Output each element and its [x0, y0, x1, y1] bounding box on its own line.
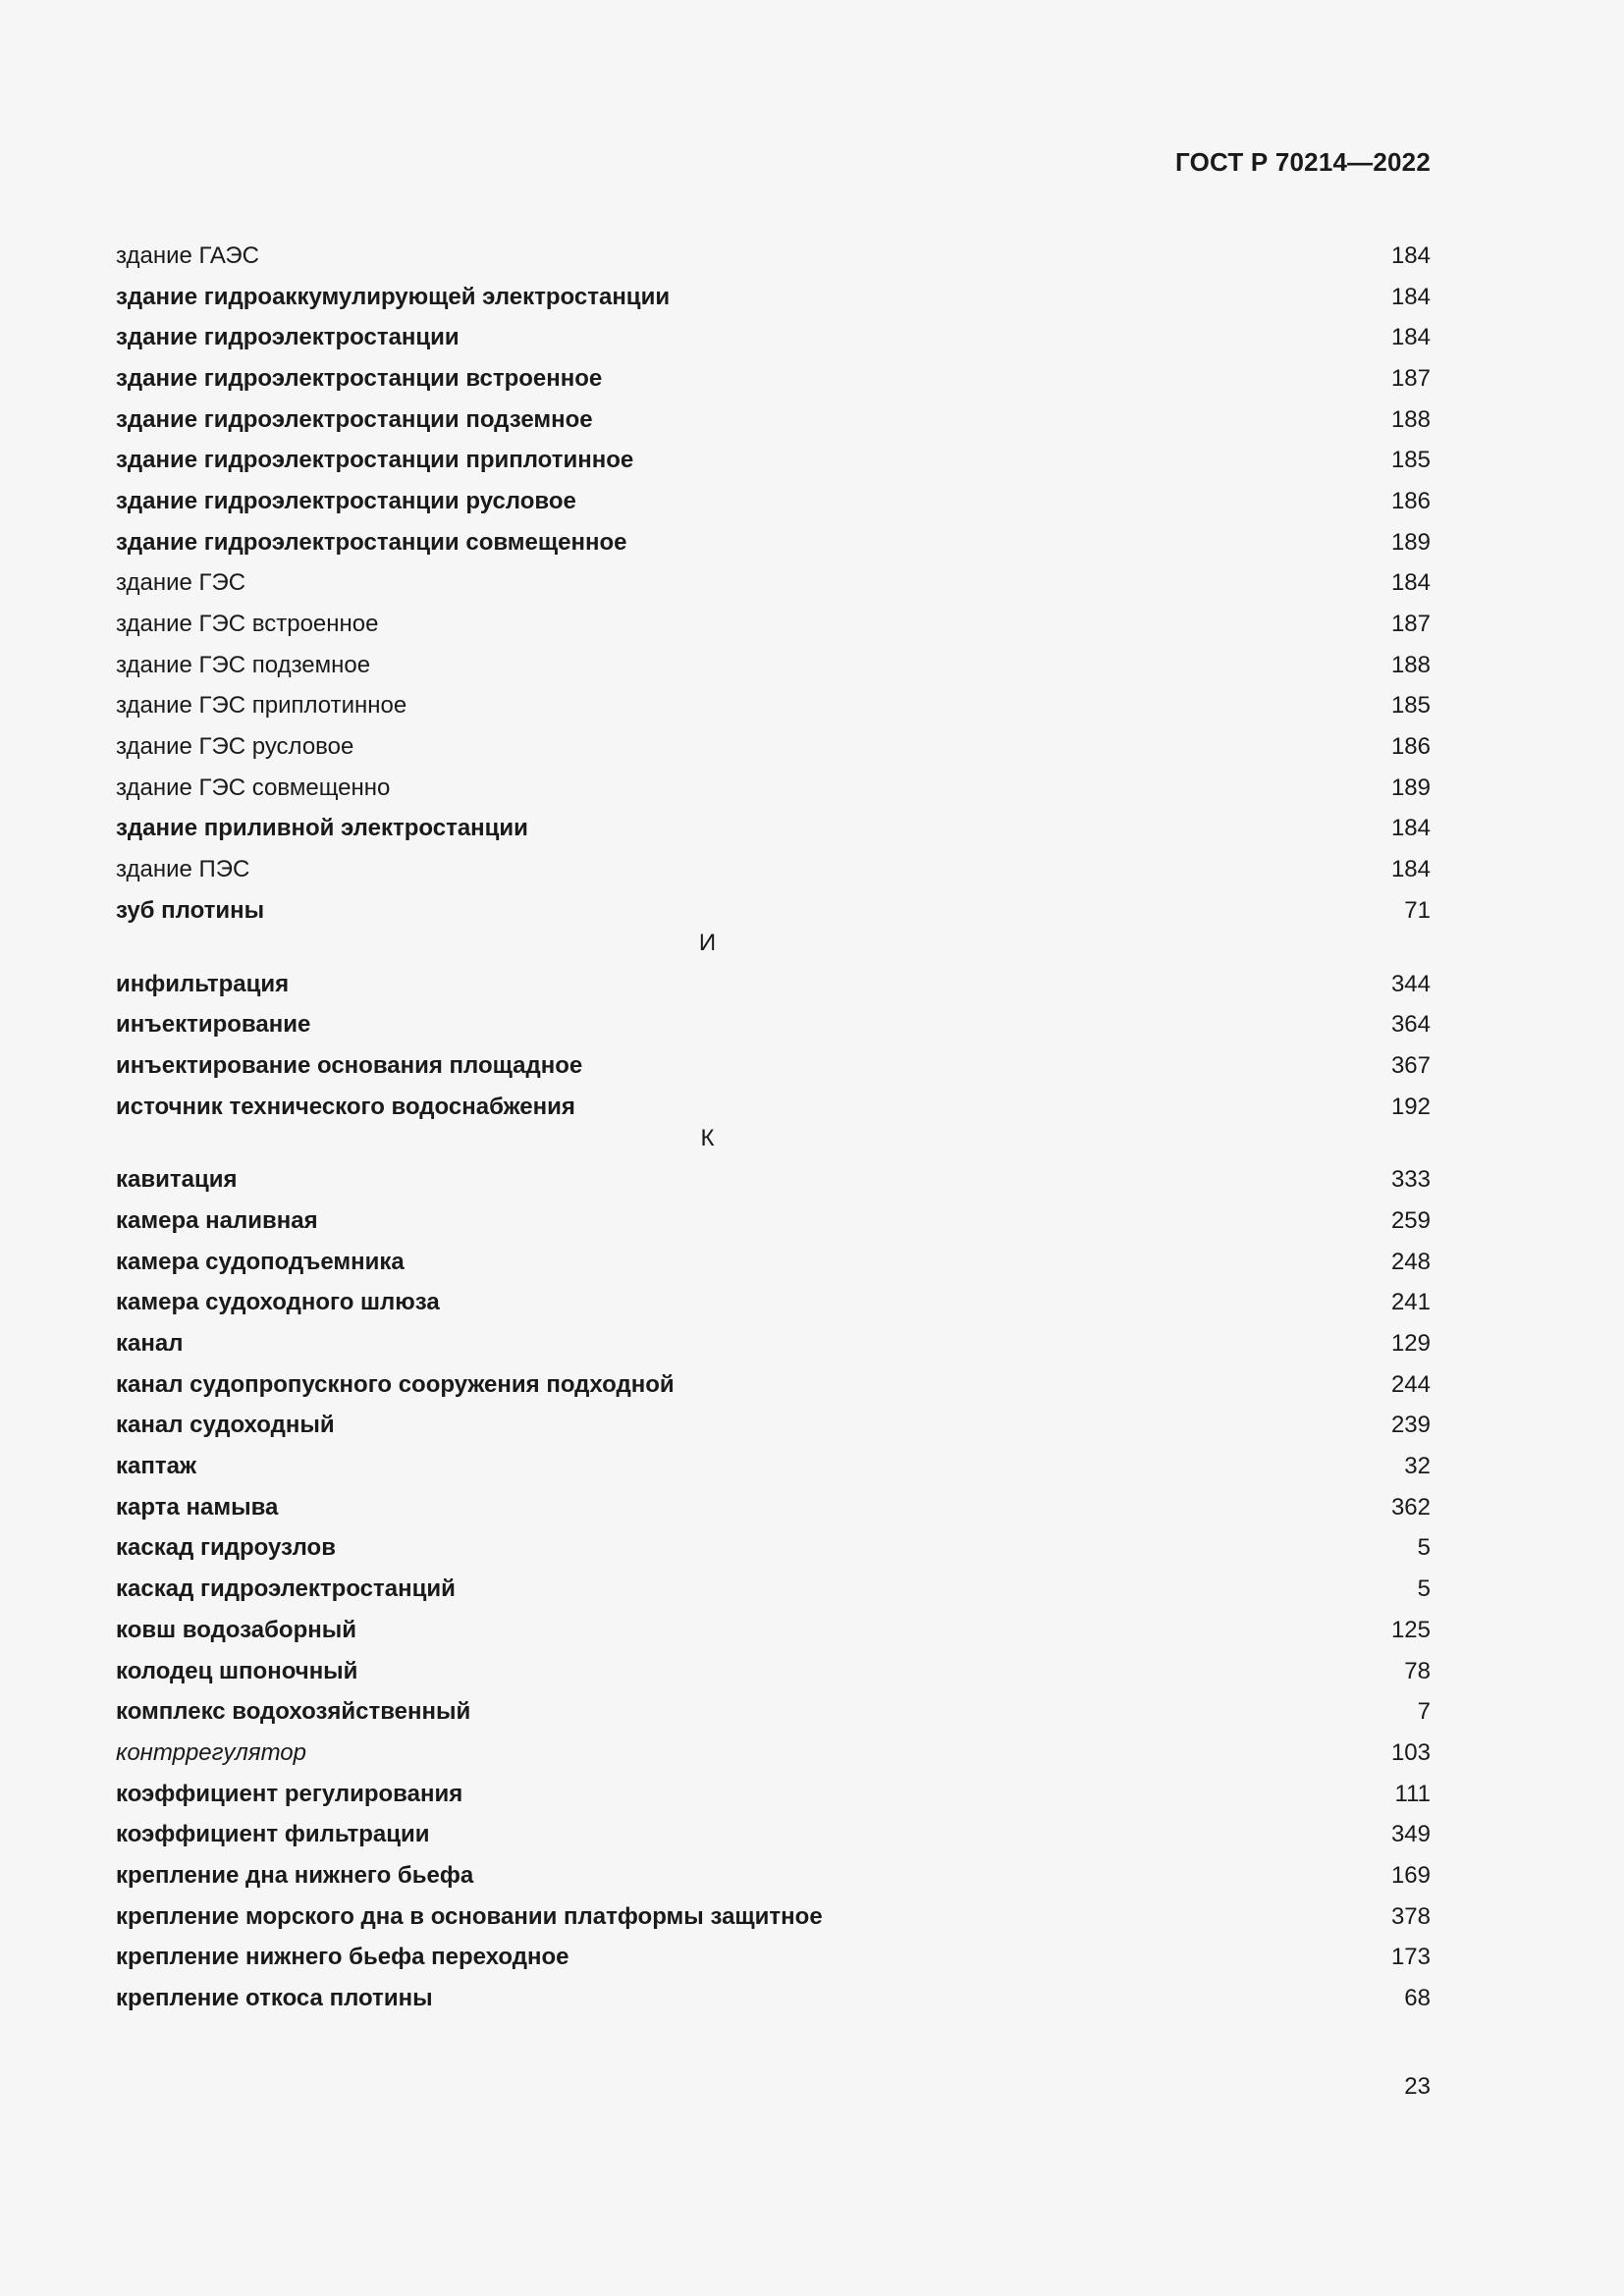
index-entry [116, 768, 1431, 809]
index-page-ref: 5 [1417, 1575, 1431, 1603]
index-term: ковш водозаборный [116, 1616, 356, 1643]
index-term: здание ГЭС совмещенно [116, 774, 391, 801]
index-entry [116, 726, 1431, 768]
index-entry [116, 563, 1431, 605]
index-page-ref: 188 [1390, 651, 1431, 678]
index-page-ref: 362 [1390, 1493, 1431, 1521]
index-page-ref: 32 [1404, 1453, 1431, 1480]
index-term: инъектирование основания площадное [116, 1051, 583, 1079]
index-term: крепление дна нижнего бьефа [116, 1861, 474, 1889]
index-term: крепление нижнего бьефа переходное [116, 1944, 569, 1971]
index-term: коэффициент фильтрации [116, 1821, 430, 1848]
index-page-ref: 185 [1390, 447, 1431, 474]
index-term: здание приливной электростанции [116, 815, 528, 842]
index-page-ref: 344 [1390, 970, 1431, 997]
index-term: крепление откоса плотины [116, 1985, 433, 2012]
index-term: источник технического водоснабжения [116, 1093, 575, 1120]
index-entry [116, 1896, 1431, 1938]
index-page-ref: 173 [1390, 1944, 1431, 1971]
index-entry [116, 1938, 1431, 1979]
index-entry [116, 1159, 1431, 1201]
index-term: камера наливная [116, 1206, 318, 1234]
index-entry [116, 1242, 1431, 1283]
index-entry [116, 1691, 1431, 1733]
index-letter-heading: К [700, 1125, 715, 1152]
index-entry [116, 1283, 1431, 1324]
index-term: здание ПЭС [116, 856, 250, 883]
index-entry [116, 964, 1431, 1005]
index-entry [116, 1045, 1431, 1087]
index-page-ref: 5 [1417, 1534, 1431, 1562]
index-term: здание гидроэлектростанции совмещенное [116, 528, 627, 556]
index-page-ref: 169 [1390, 1861, 1431, 1889]
index-entry [116, 400, 1431, 441]
index-term: каскад гидроузлов [116, 1534, 336, 1562]
index-entry [116, 1364, 1431, 1406]
index-term: здание ГАЭС [116, 241, 259, 269]
index-page-ref: 239 [1390, 1412, 1431, 1439]
index-term: здание гидроэлектростанции приплотинное [116, 447, 634, 474]
index-entry [116, 1855, 1431, 1896]
index-page-ref: 111 [1394, 1780, 1431, 1807]
index-term: здание гидроэлектростанции подземное [116, 405, 593, 433]
index-entry [116, 1528, 1431, 1570]
index-entry [116, 1323, 1431, 1364]
index-entry [116, 236, 1431, 277]
index-term: колодец шпоночный [116, 1657, 358, 1684]
index-page-ref: 7 [1417, 1698, 1431, 1726]
index-entry [116, 1733, 1431, 1774]
page-number: 23 [1404, 2073, 1431, 2100]
index-term: канал судоходный [116, 1412, 335, 1439]
index-entry [116, 645, 1431, 686]
index-entry [116, 317, 1431, 358]
index-term: канал судопропускного сооружения подходной [116, 1370, 675, 1398]
index-entry [116, 277, 1431, 318]
index-term: здание ГЭС русловое [116, 733, 354, 761]
index-term: здание ГЭС подземное [116, 651, 371, 678]
index-term: здание гидроаккумулирующей электростанции [116, 283, 671, 310]
index-page-ref: 78 [1404, 1657, 1431, 1684]
index-page-ref: 333 [1390, 1166, 1431, 1194]
index-page-ref: 184 [1390, 324, 1431, 351]
document-header: ГОСТ Р 70214—2022 [1175, 147, 1431, 177]
index-page-ref: 378 [1390, 1902, 1431, 1930]
index-term: здание ГЭС приплотинное [116, 692, 407, 720]
index-term: здание гидроэлектростанции русловое [116, 487, 576, 514]
index-page-ref: 241 [1390, 1289, 1431, 1316]
index-term: карта намыва [116, 1493, 279, 1521]
index-page-ref: 349 [1390, 1821, 1431, 1848]
index-letter-heading: И [698, 929, 717, 956]
index-page-ref: 189 [1390, 774, 1431, 801]
index-page-ref: 185 [1390, 692, 1431, 720]
index-entry [116, 1087, 1431, 1128]
index-entry [116, 1610, 1431, 1651]
index-term: крепление морского дна в основании платформы защитное [116, 1902, 823, 1930]
index-term: коэффициент регулирования [116, 1780, 463, 1807]
index-page-ref: 259 [1390, 1206, 1431, 1234]
index-page-ref: 71 [1404, 896, 1431, 924]
index-page-ref: 186 [1390, 733, 1431, 761]
index-page-ref: 184 [1390, 283, 1431, 310]
index-page-ref: 186 [1390, 487, 1431, 514]
index-term: камера судоходного шлюза [116, 1289, 440, 1316]
index-page-ref: 248 [1390, 1248, 1431, 1275]
index-entry [116, 1978, 1431, 2019]
index-page-ref: 125 [1390, 1616, 1431, 1643]
index-page-ref: 184 [1390, 569, 1431, 597]
index-entry [116, 1651, 1431, 1692]
index-entry [116, 1446, 1431, 1487]
index-term: канал [116, 1330, 184, 1358]
index-entry [116, 522, 1431, 563]
index-entry [116, 1774, 1431, 1815]
index-page-ref: 184 [1390, 815, 1431, 842]
index-page-ref: 189 [1390, 528, 1431, 556]
index-page-ref: 188 [1390, 405, 1431, 433]
index-page-ref: 103 [1390, 1738, 1431, 1766]
index-entry [116, 686, 1431, 727]
index-page-ref: 244 [1390, 1370, 1431, 1398]
index-entry [116, 809, 1431, 850]
index-term: здание гидроэлектростанции [116, 324, 460, 351]
index-page-ref: 68 [1404, 1985, 1431, 2012]
index-entry [116, 849, 1431, 890]
index-page-ref: 367 [1390, 1051, 1431, 1079]
index-page-ref: 364 [1390, 1011, 1431, 1039]
index-entry [116, 1487, 1431, 1528]
index-term: инфильтрация [116, 970, 290, 997]
subject-index [116, 236, 1431, 2019]
index-entry [116, 481, 1431, 522]
index-page-ref: 187 [1390, 364, 1431, 392]
index-page-ref: 184 [1390, 856, 1431, 883]
index-term: контррегулятор [116, 1738, 306, 1766]
index-term: каптаж [116, 1453, 196, 1480]
index-term: каскад гидроэлектростанций [116, 1575, 456, 1603]
index-term: зуб плотины [116, 896, 265, 924]
index-entry [116, 358, 1431, 400]
index-page-ref: 184 [1390, 241, 1431, 269]
index-entry [116, 1201, 1431, 1242]
index-entry [116, 440, 1431, 481]
index-entry [116, 1814, 1431, 1855]
index-entry [116, 1569, 1431, 1610]
index-term: комплекс водохозяйственный [116, 1698, 471, 1726]
index-term: камера судоподъемника [116, 1248, 405, 1275]
index-page-ref: 129 [1390, 1330, 1431, 1358]
index-entry [116, 1406, 1431, 1447]
index-term: кавитация [116, 1166, 238, 1194]
index-term: инъектирование [116, 1011, 311, 1039]
index-page-ref: 192 [1390, 1093, 1431, 1120]
index-entry [116, 890, 1431, 932]
index-term: здание гидроэлектростанции встроенное [116, 364, 603, 392]
index-term: здание ГЭС встроенное [116, 611, 379, 638]
index-entry [116, 1004, 1431, 1045]
index-page-ref: 187 [1390, 611, 1431, 638]
index-entry [116, 604, 1431, 645]
index-term: здание ГЭС [116, 569, 246, 597]
